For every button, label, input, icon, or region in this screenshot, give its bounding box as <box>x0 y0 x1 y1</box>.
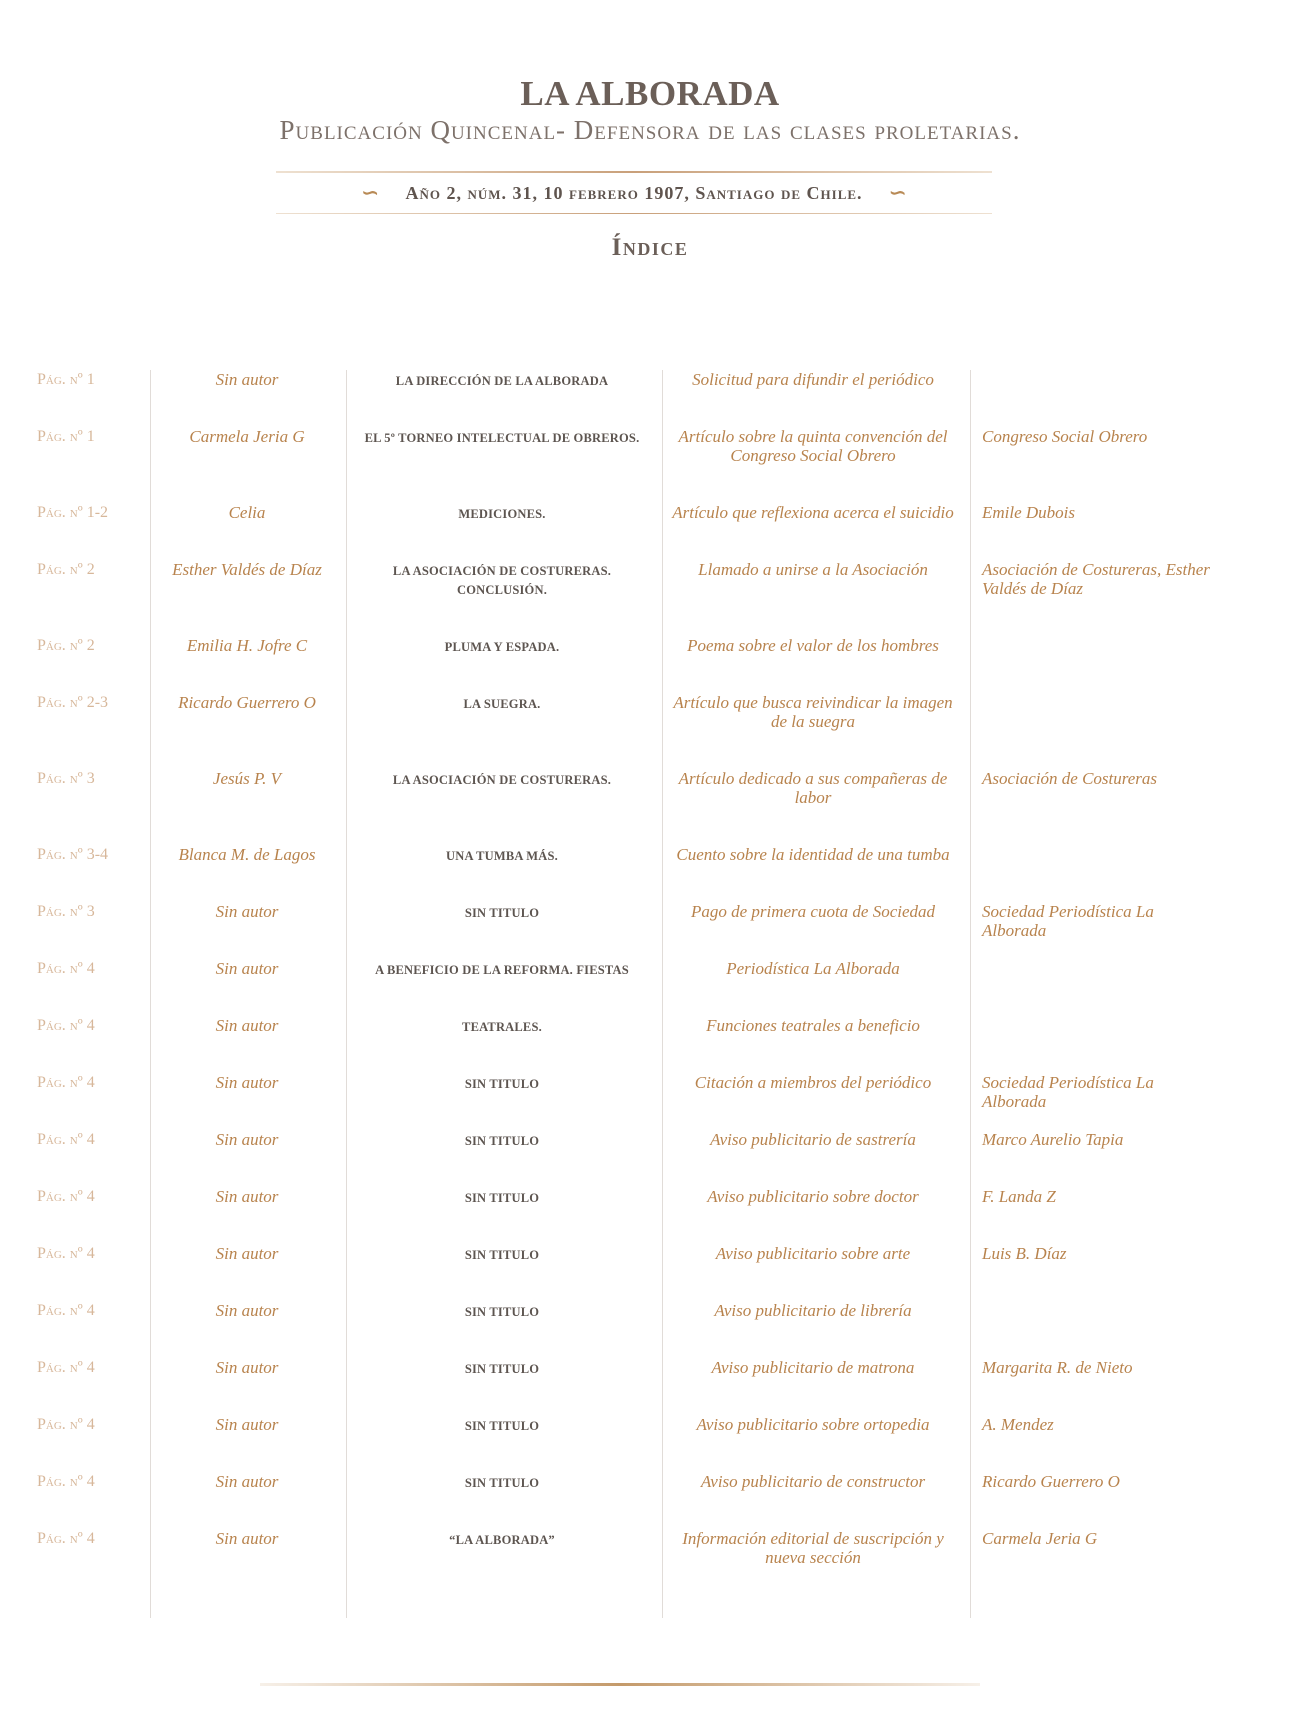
table-row <box>0 370 1300 418</box>
article-title: SIN TITULO <box>464 1362 540 1376</box>
article-title: TEATRALES. <box>462 1020 542 1034</box>
page-ref: Pág. nº 3-4 <box>37 846 109 863</box>
author: Celia <box>228 503 266 522</box>
article-title: LA ASOCIACIÓN DE COSTURERAS. <box>392 773 612 787</box>
author: Sin autor <box>215 1301 279 1320</box>
page-ref: Pág. nº 1 <box>37 371 95 388</box>
article-title: SIN TITULO <box>464 906 540 920</box>
publication-title: LA ALBORADA <box>520 74 780 113</box>
author: Sin autor <box>215 1529 279 1548</box>
author: Sin autor <box>215 1244 279 1263</box>
table-row <box>0 1130 1300 1178</box>
description: Citación a miembros del periódico <box>694 1073 932 1092</box>
description: Aviso publicitario de sastrería <box>710 1130 916 1149</box>
page-ref: Pág. nº 3 <box>37 770 95 787</box>
article-title: “LA ALBORADA” <box>449 1533 555 1547</box>
article-title: EL 5º TORNEO INTELECTUAL DE OBREROS. <box>364 431 640 445</box>
page-ref: Pág. nº 4 <box>37 1416 95 1433</box>
description: Solicitud para difundir el periódico <box>692 370 934 389</box>
publication-subtitle: Publicación Quincenal- Defensora de las clases proletarias. <box>279 115 1021 145</box>
description: Aviso publicitario sobre ortopedia <box>696 1415 930 1434</box>
swash-left-icon: ∽ <box>361 180 380 206</box>
description: Artículo sobre la quinta convención del Congreso Social Obrero <box>678 427 948 465</box>
description: Aviso publicitario de matrona <box>711 1358 915 1377</box>
description: Información editorial de suscripción y nueva sección <box>682 1529 944 1567</box>
table-row <box>0 902 1300 950</box>
page-ref: Pág. nº 4 <box>37 960 95 977</box>
description: Pago de primera cuota de Sociedad <box>690 902 936 921</box>
article-title: LA SUEGRA. <box>463 697 541 711</box>
author: Sin autor <box>215 1016 279 1035</box>
article-title: A BENEFICIO DE LA REFORMA. FIESTAS <box>375 963 629 977</box>
description: Cuento sobre la identidad de una tumba <box>676 845 950 864</box>
subject: Congreso Social Obrero <box>982 427 1148 446</box>
article-title: SIN TITULO <box>464 1134 540 1148</box>
table-row <box>0 503 1300 551</box>
page-ref: Pág. nº 2-3 <box>37 694 109 711</box>
subject: F. Landa Z <box>982 1187 1056 1206</box>
author: Jesús P. V <box>212 769 282 788</box>
table-row <box>0 1073 1300 1121</box>
article-title: SIN TITULO <box>464 1476 540 1490</box>
description: Periodística La Alborada <box>726 959 900 978</box>
subject: Sociedad Periodística La Alborada <box>982 1073 1154 1111</box>
page-ref: Pág. nº 4 <box>37 1302 95 1319</box>
subject: Margarita R. de Nieto <box>982 1358 1133 1377</box>
table-row <box>0 1472 1300 1520</box>
table-row <box>0 845 1300 893</box>
author: Emilia H. Jofre C <box>186 636 308 655</box>
article-title: UNA TUMBA MÁS. <box>446 849 558 863</box>
subject: Luis B. Díaz <box>982 1244 1067 1263</box>
footer-rule <box>260 1683 980 1686</box>
table-row <box>0 560 1300 608</box>
article-title: MEDICIONES. <box>458 507 546 521</box>
article-title: SIN TITULO <box>464 1248 540 1262</box>
issue-info: Año 2, núm. 31, 10 febrero 1907, Santiago de Chile. <box>405 182 863 203</box>
table-row <box>0 1529 1300 1577</box>
subject: Emile Dubois <box>982 503 1076 522</box>
author: Sin autor <box>215 1415 279 1434</box>
description: Poema sobre el valor de los hombres <box>687 636 939 655</box>
issue-line <box>276 180 992 206</box>
description: Aviso publicitario sobre doctor <box>707 1187 919 1206</box>
table-row <box>0 1244 1300 1292</box>
description: Artículo que busca reivindicar la imagen de la suegra <box>673 693 953 731</box>
article-title: LA ASOCIACIÓN DE COSTURERAS. CONCLUSIÓN. <box>392 564 612 597</box>
page-ref: Pág. nº 1-2 <box>37 504 109 521</box>
page-ref: Pág. nº 4 <box>37 1131 95 1148</box>
subject: Ricardo Guerrero O <box>982 1472 1120 1491</box>
page-ref: Pág. nº 4 <box>37 1074 95 1091</box>
page-ref: Pág. nº 1 <box>37 428 95 445</box>
description: Funciones teatrales a beneficio <box>706 1016 920 1035</box>
page-ref: Pág. nº 4 <box>37 1359 95 1376</box>
author: Carmela Jeria G <box>189 427 305 446</box>
description: Artículo dedicado a sus compañeras de labor <box>678 769 948 807</box>
author: Sin autor <box>215 1358 279 1377</box>
page-ref: Pág. nº 4 <box>37 1188 95 1205</box>
masthead <box>0 74 1300 146</box>
description: Aviso publicitario de constructor <box>700 1472 926 1491</box>
table-row <box>0 693 1300 741</box>
page-ref: Pág. nº 3 <box>37 903 95 920</box>
page-ref: Pág. nº 4 <box>37 1530 95 1547</box>
table-row <box>0 1016 1300 1064</box>
article-title: SIN TITULO <box>464 1077 540 1091</box>
table-row <box>0 1187 1300 1235</box>
author: Sin autor <box>215 959 279 978</box>
subject: Marco Aurelio Tapia <box>982 1130 1124 1149</box>
table-row <box>0 636 1300 684</box>
author: Sin autor <box>215 1073 279 1092</box>
header-bottom-rule <box>276 213 992 214</box>
author: Sin autor <box>215 902 279 921</box>
article-title: PLUMA Y ESPADA. <box>444 640 560 654</box>
subject: Sociedad Periodística La Alborada <box>982 902 1154 940</box>
table-row <box>0 427 1300 475</box>
page-ref: Pág. nº 4 <box>37 1473 95 1490</box>
table-row <box>0 1415 1300 1463</box>
author: Sin autor <box>215 1130 279 1149</box>
table-row <box>0 1301 1300 1349</box>
page-ref: Pág. nº 4 <box>37 1017 95 1034</box>
table-row <box>0 769 1300 817</box>
header-top-rule <box>276 171 992 173</box>
subject: Asociación de Costureras <box>982 769 1158 788</box>
swash-right-icon: ∽ <box>888 180 907 206</box>
description: Llamado a unirse a la Asociación <box>698 560 928 579</box>
article-title: SIN TITULO <box>464 1305 540 1319</box>
article-title: SIN TITULO <box>464 1191 540 1205</box>
author: Sin autor <box>215 1187 279 1206</box>
description: Aviso publicitario sobre arte <box>715 1244 911 1263</box>
index-heading: Índice <box>611 234 689 261</box>
subject: A. Mendez <box>982 1415 1054 1434</box>
page-ref: Pág. nº 4 <box>37 1245 95 1262</box>
author: Esther Valdés de Díaz <box>172 560 322 579</box>
description: Aviso publicitario de librería <box>714 1301 912 1320</box>
author: Sin autor <box>215 1472 279 1491</box>
author: Ricardo Guerrero O <box>178 693 316 712</box>
author: Sin autor <box>215 370 279 389</box>
description: Artículo que reflexiona acerca el suicidio <box>672 503 954 522</box>
page-ref: Pág. nº 2 <box>37 637 95 654</box>
subject: Carmela Jeria G <box>982 1529 1098 1548</box>
article-title: SIN TITULO <box>464 1419 540 1433</box>
page-ref: Pág. nº 2 <box>37 561 95 578</box>
subject: Asociación de Costureras, Esther Valdés de Díaz <box>982 560 1210 598</box>
article-title: LA DIRECCIÓN DE LA ALBORADA <box>395 374 609 388</box>
author: Blanca M. de Lagos <box>178 845 316 864</box>
table-row <box>0 959 1300 1007</box>
table-row <box>0 1358 1300 1406</box>
